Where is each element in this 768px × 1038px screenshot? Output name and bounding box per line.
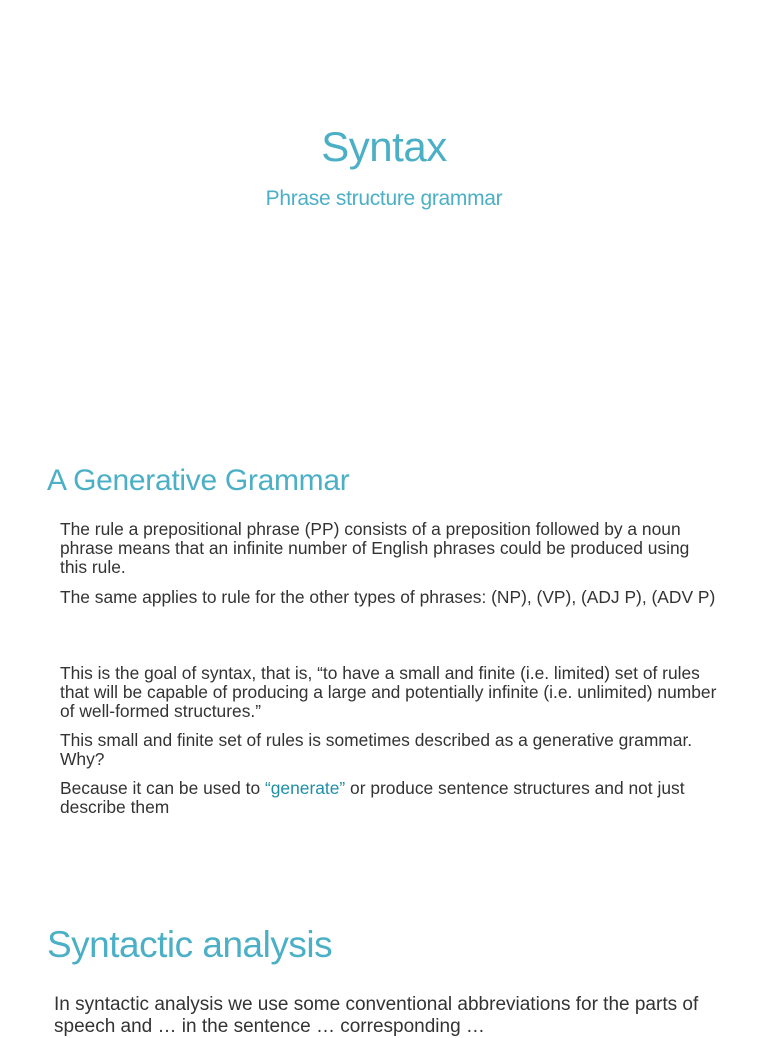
paragraph-generative-grammar: This small and finite set of rules is sometimes described as a generative grammar. Why?	[60, 730, 693, 769]
paragraph-abbreviations: In syntactic analysis we use some conventional abbreviations for the parts of speech and … in the sentence … corresponding …	[54, 994, 699, 1037]
section-heading-syntactic-analysis: Syntactic analysis	[47, 924, 333, 965]
slide-title-heading: Syntax	[321, 123, 447, 170]
paragraph-goal-of-syntax: This is the goal of syntax, that is, “to have a small and finite (i.e. limited) set of rules that will be capable of producing a large and potentially infinite (i.e. unlimited) number of well-formed structures.”	[60, 663, 717, 721]
paragraph-other-phrases: The same applies to rule for the other types of phrases: (NP), (VP), (ADJ P), (ADV P)	[60, 587, 716, 607]
slide-subtitle: Phrase structure grammar	[265, 187, 503, 210]
section-heading-generative-grammar: A Generative Grammar	[47, 464, 350, 497]
slide-syntactic-analysis	[0, 864, 768, 1037]
slide-generative-grammar	[0, 432, 768, 864]
paragraph-pp-rule: The rule a prepositional phrase (PP) consists of a preposition followed by a noun phrase means that an infinite number of English phrases could be produced using this rule.	[60, 519, 690, 577]
slide-title	[0, 0, 768, 432]
paragraph-generate	[60, 779, 720, 817]
paragraph-generate-lead: Because it can be used to	[60, 778, 265, 798]
paragraph-generate-tail: or produce sentence structures and not just describe them	[60, 778, 685, 817]
highlight-generate: “generate”	[264, 778, 346, 798]
